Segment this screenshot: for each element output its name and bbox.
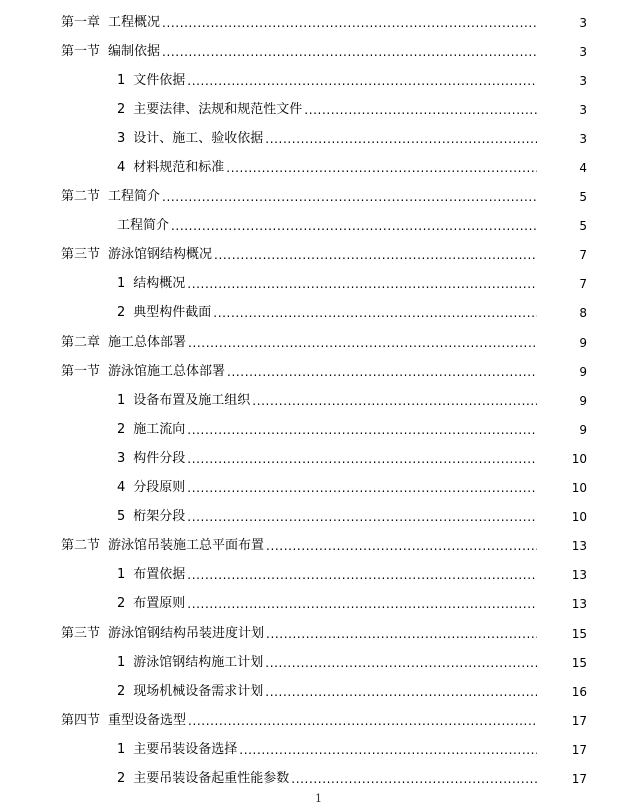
toc-subentry[interactable] [0, 474, 637, 503]
toc-subentry[interactable] [0, 386, 637, 415]
toc-entry-text: 典型构件截面 [133, 305, 212, 321]
toc-entry-title [117, 480, 187, 496]
dot-leader [187, 276, 537, 292]
toc-entry-title [117, 771, 291, 787]
toc-entry-number: 3 [117, 450, 126, 466]
toc-subentry[interactable] [0, 735, 637, 764]
dot-leader [187, 480, 537, 496]
toc-entry-title [61, 626, 266, 642]
dot-leader [266, 538, 537, 554]
toc-entry-text: 布置原则 [133, 596, 186, 612]
toc-entry-title [61, 247, 214, 263]
dot-leader [187, 451, 537, 467]
toc-page-number: 15 [571, 626, 587, 641]
toc-heading-entry[interactable] [0, 532, 637, 561]
toc-page-number: 10 [571, 481, 587, 496]
toc-entry-number: 第三节 [61, 625, 101, 641]
toc-heading-entry[interactable] [0, 8, 637, 37]
toc-entry-title [117, 655, 265, 671]
dot-leader [187, 567, 537, 583]
toc-entry-number: 5 [117, 509, 126, 525]
toc-heading-entry[interactable] [0, 241, 637, 270]
dot-leader [227, 364, 537, 380]
toc-entry-number: 第一章 [61, 14, 101, 30]
toc-subentry[interactable] [0, 648, 637, 677]
toc-entry-title [117, 160, 226, 176]
toc-subentry[interactable] [0, 590, 637, 619]
dot-leader [265, 684, 537, 700]
toc-entry-text: 现场机械设备需求计划 [133, 683, 264, 699]
toc-subentry[interactable] [0, 677, 637, 706]
dot-leader [187, 73, 537, 89]
toc-entry-number: 3 [117, 130, 126, 146]
toc-entry-title [117, 567, 187, 583]
toc-entry-title [117, 422, 187, 438]
toc-entry-number: 2 [117, 770, 126, 786]
toc-entry-text: 分段原则 [133, 480, 186, 496]
toc-page-number: 9 [579, 393, 587, 408]
toc-entry-text: 游泳馆钢结构吊装进度计划 [108, 625, 265, 641]
toc-entry-text: 编制依据 [108, 43, 161, 59]
toc-entry-title [117, 131, 265, 147]
dot-leader [291, 771, 537, 787]
toc-entry-number: 1 [117, 567, 126, 583]
toc-entry-text: 主要法律、法规和规范性文件 [133, 101, 303, 117]
toc-entry-number: 2 [117, 101, 126, 117]
dot-leader [162, 15, 537, 31]
toc-page-number: 3 [579, 73, 587, 88]
toc-entry-title [117, 102, 304, 118]
toc-entry-text: 桁架分段 [133, 509, 186, 525]
dot-leader [265, 655, 537, 671]
dot-leader [187, 596, 537, 612]
toc-page-number: 5 [579, 190, 587, 205]
toc-entry-text: 设计、施工、验收依据 [133, 130, 264, 146]
dot-leader [162, 44, 537, 60]
toc-page-number: 3 [579, 131, 587, 146]
toc-entry-title [61, 538, 266, 554]
dot-leader [213, 305, 537, 321]
toc-entry-number: 4 [117, 160, 126, 176]
dot-leader [171, 218, 537, 234]
toc-page-number: 3 [579, 102, 587, 117]
toc-entry-number: 4 [117, 480, 126, 496]
dot-leader [187, 509, 537, 525]
toc-entry-text: 主要吊装设备选择 [133, 741, 238, 757]
toc-heading-entry[interactable] [0, 706, 637, 735]
toc-entry-text: 主要吊装设备起重性能参数 [133, 770, 290, 786]
dot-leader [304, 102, 537, 118]
toc-page-number: 3 [579, 15, 587, 30]
toc-entry-number: 第二节 [61, 538, 101, 554]
toc-heading-entry[interactable] [0, 619, 637, 648]
toc-page-number: 10 [571, 451, 587, 466]
toc-entry-text: 构件分段 [133, 450, 186, 466]
table-of-contents [0, 8, 637, 794]
toc-page-number: 13 [571, 597, 587, 612]
toc-entry-text: 结构概况 [133, 276, 186, 292]
toc-page-number: 10 [571, 510, 587, 525]
toc-entry-number: 第一节 [61, 43, 101, 59]
toc-entry-title [117, 218, 171, 234]
toc-page-number: 9 [579, 364, 587, 379]
toc-subentry[interactable] [0, 764, 637, 793]
toc-entry-text: 游泳馆施工总体部署 [108, 363, 226, 379]
dot-leader [214, 247, 537, 263]
toc-entry-title [117, 684, 265, 700]
toc-entry-title [117, 509, 187, 525]
toc-subentry[interactable] [0, 212, 637, 241]
toc-page-number: 13 [571, 568, 587, 583]
toc-entry-number: 2 [117, 305, 126, 321]
toc-subentry[interactable] [0, 153, 637, 182]
toc-subentry[interactable] [0, 503, 637, 532]
toc-page-number: 4 [579, 161, 587, 176]
toc-heading-entry[interactable] [0, 328, 637, 357]
toc-entry-number: 1 [117, 276, 126, 292]
toc-entry-number: 1 [117, 392, 126, 408]
toc-subentry[interactable] [0, 415, 637, 444]
toc-entry-title [61, 15, 162, 31]
toc-entry-number: 2 [117, 596, 126, 612]
toc-entry-text: 材料规范和标准 [133, 160, 225, 176]
toc-entry-title [61, 335, 188, 351]
toc-entry-number: 1 [117, 654, 126, 670]
toc-entry-number: 第一节 [61, 363, 101, 379]
toc-page-number: 5 [579, 219, 587, 234]
toc-entry-title [61, 713, 188, 729]
dot-leader [187, 422, 537, 438]
toc-entry-text: 重型设备选型 [108, 712, 187, 728]
toc-entry-text: 工程概况 [108, 14, 161, 30]
toc-subentry[interactable] [0, 270, 637, 299]
page-number-footer: 1 [315, 792, 322, 805]
toc-heading-entry[interactable] [0, 37, 637, 66]
toc-entry-number: 1 [117, 741, 126, 757]
toc-entry-text: 文件依据 [133, 72, 186, 88]
toc-page-number: 9 [579, 422, 587, 437]
toc-subentry[interactable] [0, 561, 637, 590]
toc-entry-text: 工程简介 [117, 218, 170, 234]
toc-entry-title [117, 393, 252, 409]
toc-entry-number: 2 [117, 683, 126, 699]
toc-page-number: 3 [579, 44, 587, 59]
toc-entry-title [117, 451, 187, 467]
dot-leader [266, 626, 537, 642]
toc-heading-entry[interactable] [0, 357, 637, 386]
dot-leader [265, 131, 537, 147]
toc-page-number: 17 [571, 771, 587, 786]
toc-entry-text: 工程简介 [108, 189, 161, 205]
dot-leader [162, 189, 537, 205]
toc-entry-text: 游泳馆吊装施工总平面布置 [108, 538, 265, 554]
toc-entry-text: 游泳馆钢结构概况 [108, 247, 213, 263]
dot-leader [226, 160, 537, 176]
toc-entry-title [61, 364, 227, 380]
toc-subentry[interactable] [0, 95, 637, 124]
toc-page-number: 7 [579, 277, 587, 292]
toc-subentry[interactable] [0, 299, 637, 328]
toc-entry-number: 第四节 [61, 712, 101, 728]
toc-page-number: 8 [579, 306, 587, 321]
toc-entry-title [117, 742, 239, 758]
toc-page-number: 9 [579, 335, 587, 350]
toc-entry-title [117, 73, 187, 89]
toc-subentry[interactable] [0, 66, 637, 95]
toc-entry-title [117, 305, 213, 321]
toc-entry-text: 游泳馆钢结构施工计划 [133, 654, 264, 670]
toc-subentry[interactable] [0, 124, 637, 153]
dot-leader [239, 742, 537, 758]
toc-page-number: 7 [579, 248, 587, 263]
toc-entry-text: 施工流向 [133, 421, 186, 437]
toc-page-number: 17 [571, 713, 587, 728]
toc-subentry[interactable] [0, 444, 637, 473]
toc-entry-text: 施工总体部署 [108, 334, 187, 350]
toc-page-number: 13 [571, 539, 587, 554]
toc-entry-title [117, 596, 187, 612]
toc-entry-text: 布置依据 [133, 567, 186, 583]
toc-page-number: 17 [571, 742, 587, 757]
toc-entry-text: 设备布置及施工组织 [133, 392, 251, 408]
toc-entry-number: 第二章 [61, 334, 101, 350]
toc-entry-number: 2 [117, 421, 126, 437]
toc-heading-entry[interactable] [0, 183, 637, 212]
toc-entry-number: 第二节 [61, 189, 101, 205]
dot-leader [188, 335, 537, 351]
dot-leader [188, 713, 537, 729]
toc-entry-title [117, 276, 187, 292]
toc-entry-number: 第三节 [61, 247, 101, 263]
toc-entry-title [61, 44, 162, 60]
dot-leader [252, 393, 537, 409]
toc-entry-title [61, 189, 162, 205]
toc-page-number: 16 [571, 684, 587, 699]
toc-entry-number: 1 [117, 72, 126, 88]
toc-page-number: 15 [571, 655, 587, 670]
